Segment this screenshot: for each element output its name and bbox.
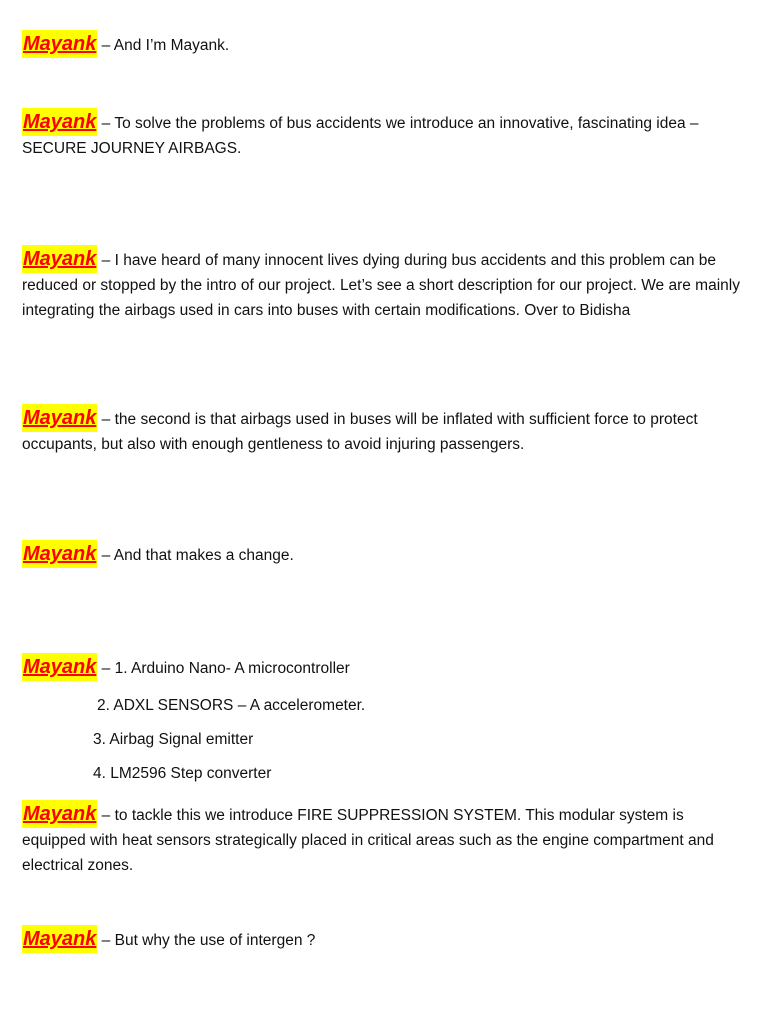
speaker-name: Mayank xyxy=(22,653,97,681)
paragraph-2 xyxy=(22,108,746,161)
speaker-name: Mayank xyxy=(22,540,97,568)
paragraph-text: – the second is that airbags used in buses will be inflated with sufficient force to protect occupants, but also with enough gentleness to avoid injuring passengers. xyxy=(22,411,698,453)
paragraph-text: – to tackle this we introduce FIRE SUPPRESSION SYSTEM. This modular system is equipped with heat sensors strategically placed in critical areas such as the engine compartment and electrical zones. xyxy=(22,807,714,874)
speaker-name: Mayank xyxy=(22,800,97,828)
paragraph-text: – And I’m Mayank. xyxy=(97,37,230,54)
paragraph-6 xyxy=(22,653,746,681)
paragraph-4 xyxy=(22,404,746,457)
list-item: 3. Airbag Signal emitter xyxy=(93,731,254,748)
paragraph-7 xyxy=(22,800,746,878)
paragraph-5 xyxy=(22,540,746,568)
paragraph-3 xyxy=(22,245,746,323)
paragraph-text: – To solve the problems of bus accidents we introduce an innovative, fascinating idea – SECURE JOURNEY AIRBAGS. xyxy=(22,115,699,157)
speaker-name: Mayank xyxy=(22,30,97,58)
list-item: 2. ADXL SENSORS – A accelerometer. xyxy=(97,697,366,714)
paragraph-text: – And that makes a change. xyxy=(97,547,294,564)
paragraph-text: – I have heard of many innocent lives dying during bus accidents and this problem can be reduced or stopped by the intro of our project. Let’s see a short description for our project. We are mainly integrating the airbags used in cars into buses with certain modifications. Over to Bidisha xyxy=(22,252,740,319)
paragraph-text: – 1. Arduino Nano- A microcontroller xyxy=(97,660,350,677)
speaker-name: Mayank xyxy=(22,108,97,136)
paragraph-text: – But why the use of intergen ? xyxy=(97,932,316,949)
paragraph-1 xyxy=(22,30,746,58)
speaker-name: Mayank xyxy=(22,404,97,432)
list-item: 4. LM2596 Step converter xyxy=(93,765,272,782)
speaker-name: Mayank xyxy=(22,925,97,953)
speaker-name: Mayank xyxy=(22,245,97,273)
paragraph-8 xyxy=(22,925,746,953)
